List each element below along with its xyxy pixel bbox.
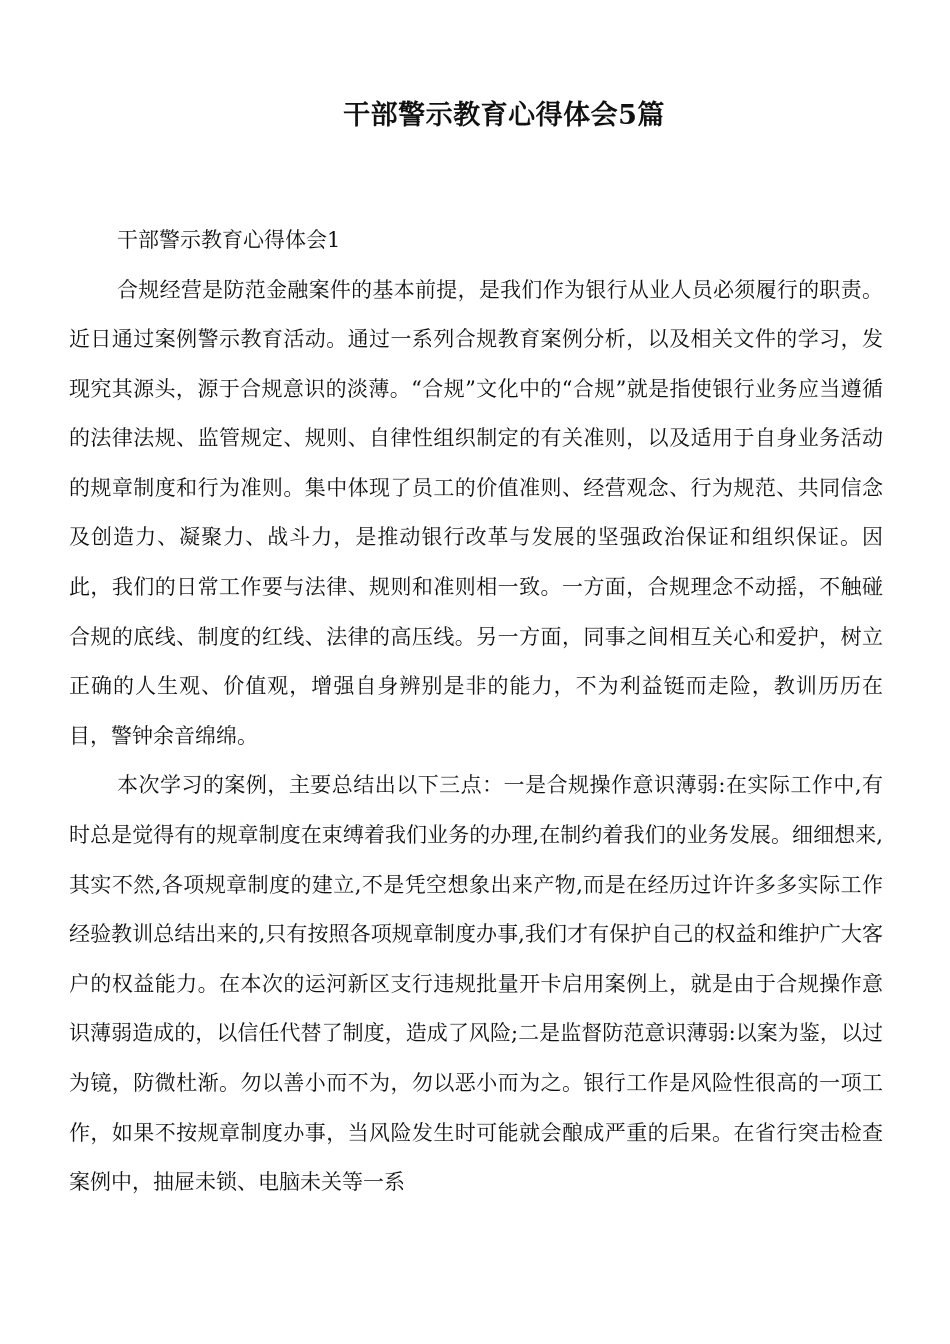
paragraph-1: 合规经营是防范金融案件的基本前提，是我们作为银行从业人员必须履行的职责。近日通过案例警示教育活动。通过一系列合规教育案例分析，以及相关文件的学习，发现究其源头，源于合规意识的淡薄。“合规”文化中的“合规”就是指使银行业务应当遵循的法律法规、监管规定、规则、自律性组织制定的有关准则，以及适用于自身业务活动的规章制度和行为准则。集中体现了员工的价值准则、经营观念、行为规范、共同信念及创造力、凝聚力、战斗力，是推动银行改革与发展的坚强政治保证和组织保证。因此，我们的日常工作要与法律、规则和准则相一致。一方面，合规理念不动摇，不触碰合规的底线、制度的红线、法律的高压线。另一方面，同事之间相互关心和爱护，树立正确的人生观、价值观，增强自身辨别是非的能力，不为利益铤而走险，教训历历在目，警钟余音绵绵。 — [69, 277, 883, 748]
section-heading: 干部警示教育心得体会1 — [117, 228, 341, 252]
paragraph-2: 本次学习的案例，主要总结出以下三点：一是合规操作意识薄弱:在实际工作中,有时总是觉得有的规章制度在束缚着我们业务的办理,在制约着我们的业务发展。细细想来,其实不然,各项规章制度的建立,不是凭空想象出来产物,而是在经历过许许多多实际工作经验教训总结出来的,只有按照各项规章制度办事,我们才有保护自己的权益和维护广大客户的权益能力。在本次的运河新区支行违规批量开卡启用案例上，就是由于合规操作意识薄弱造成的，以信任代替了制度，造成了风险;二是监督防范意识薄弱:以案为鉴，以过为镜，防微杜渐。勿以善小而不为，勿以恶小而为之。银行工作是风险性很高的一项工作，如果不按规章制度办事，当风险发生时可能就会酿成严重的后果。在省行突击检查案例中，抽屉未锁、电脑未关等一系 — [69, 773, 883, 1195]
document-body — [69, 216, 883, 1208]
document-title: 干部警示教育心得体会5篇 — [343, 100, 665, 131]
